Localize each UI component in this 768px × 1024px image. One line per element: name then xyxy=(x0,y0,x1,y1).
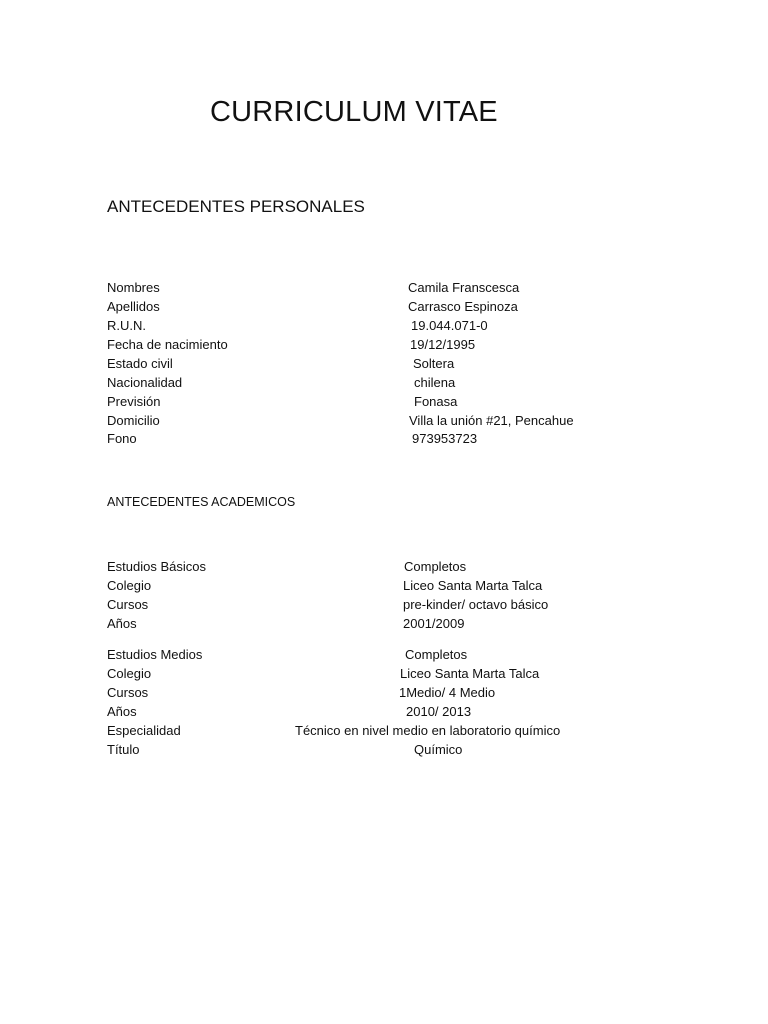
row-label: Colegio xyxy=(107,578,152,593)
row-value: Liceo Santa Marta Talca xyxy=(400,666,540,681)
academic-middle-row-estudios xyxy=(0,645,768,664)
row-label: Título xyxy=(107,742,140,757)
row-label: Colegio xyxy=(107,666,152,681)
row-label: Fono xyxy=(107,431,137,446)
row-label: Domicilio xyxy=(107,413,160,428)
row-value: Fonasa xyxy=(414,394,458,409)
row-label: Años xyxy=(107,704,137,719)
row-label: Cursos xyxy=(107,597,149,612)
row-label: Previsión xyxy=(107,394,161,409)
personal-row-prevision xyxy=(0,392,768,411)
academic-middle-row-anos xyxy=(0,702,768,721)
row-label: Nombres xyxy=(107,280,160,295)
row-value: Liceo Santa Marta Talca xyxy=(403,578,543,593)
academic-middle-row-especialidad xyxy=(0,721,768,740)
personal-row-estado-civil xyxy=(0,354,768,373)
personal-row-nombres xyxy=(0,278,768,297)
personal-row-fono xyxy=(0,429,768,448)
row-value: Soltera xyxy=(413,356,455,371)
academic-middle-row-colegio xyxy=(0,664,768,683)
row-value: pre-kinder/ octavo básico xyxy=(403,597,549,612)
personal-row-fecha-nacimiento xyxy=(0,335,768,354)
row-value: 2010/ 2013 xyxy=(406,704,472,719)
row-value: chilena xyxy=(414,375,456,390)
academic-basic-row-colegio xyxy=(0,576,768,595)
row-label: R.U.N. xyxy=(107,318,146,333)
row-label: Especialidad xyxy=(107,723,181,738)
personal-row-run xyxy=(0,316,768,335)
personal-row-domicilio xyxy=(0,411,768,430)
personal-row-apellidos xyxy=(0,297,768,316)
row-value: Camila Franscesca xyxy=(408,280,520,295)
row-value: 2001/2009 xyxy=(403,616,465,631)
row-label: Años xyxy=(107,616,137,631)
row-label: Apellidos xyxy=(107,299,160,314)
document-title: CURRICULUM VITAE xyxy=(210,96,498,128)
academic-basic-row-estudios xyxy=(0,557,768,576)
row-label: Cursos xyxy=(107,685,149,700)
academic-middle-row-titulo xyxy=(0,740,768,759)
row-label: Nacionalidad xyxy=(107,375,183,390)
academic-middle-row-cursos xyxy=(0,683,768,702)
row-value: Químico xyxy=(414,742,463,757)
row-value: 1Medio/ 4 Medio xyxy=(399,685,496,700)
personal-section-heading: ANTECEDENTES PERSONALES xyxy=(107,197,365,216)
row-value: Carrasco Espinoza xyxy=(408,299,518,314)
academic-section-heading: ANTECEDENTES ACADEMICOS xyxy=(107,495,296,509)
row-value: Completos xyxy=(405,647,468,662)
row-label: Estado civil xyxy=(107,356,173,371)
personal-row-nacionalidad xyxy=(0,373,768,392)
row-value: 19/12/1995 xyxy=(410,337,476,352)
row-value: Villa la unión #21, Pencahue xyxy=(409,413,574,428)
row-value: Completos xyxy=(404,559,467,574)
row-value: 19.044.071-0 xyxy=(411,318,488,333)
row-value: 973953723 xyxy=(412,431,478,446)
academic-basic-row-anos xyxy=(0,614,768,633)
row-label: Estudios Medios xyxy=(107,647,203,662)
row-label: Fecha de nacimiento xyxy=(107,337,228,352)
row-label: Estudios Básicos xyxy=(107,559,206,574)
row-value: Técnico en nivel medio en laboratorio químico xyxy=(295,723,561,738)
academic-basic-row-cursos xyxy=(0,595,768,614)
